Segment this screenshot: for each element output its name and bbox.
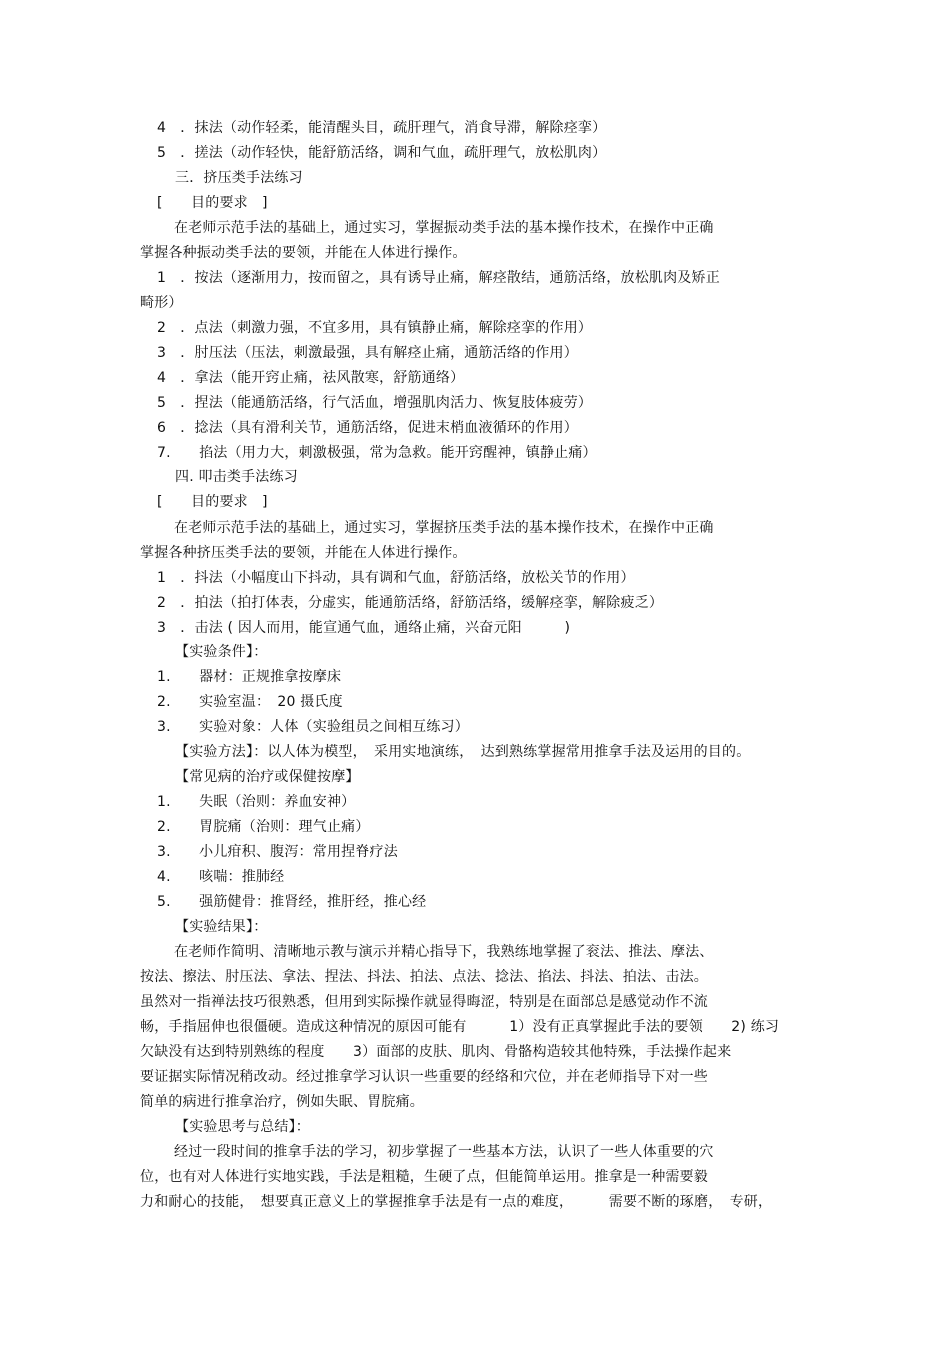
method-line: 【实验方法】：以人体为模型， 采用实地演练， 达到熟练掌握常用推拿手法及运用的目的。 — [175, 744, 751, 760]
reflection-line-1: 经过一段时间的推拿手法的学习，初步掌握了一些基本方法，认识了一些人体重要的穴 — [174, 1144, 714, 1160]
section4-heading: 四. 叩击类手法练习 — [175, 469, 298, 485]
section3-item1-line2: 畸形） — [140, 295, 183, 311]
section3-item-5: 5 ．搓法（动作轻快，能舒筋活络，调和气血，疏肝理气，放松肌肉） — [157, 145, 607, 161]
results-heading: 【实验结果】： — [175, 919, 268, 935]
section3-item-4b: 4 ．拿法（能开窍止痛，祛风散寒，舒筋通络） — [157, 370, 465, 386]
section4-item-3: 3 ．击法 ( 因人而用，能宣通气血，通络止痛，兴奋元阳 ) — [157, 620, 571, 636]
results-line-6: 要证据实际情况稍改动。经过推拿学习认识一些重要的经络和穴位，并在老师指导下对一些 — [140, 1069, 708, 1085]
results-line-7: 简单的病进行推拿治疗，例如失眠、胃脘痛。 — [140, 1094, 424, 1110]
common-item-5: 5. 强筋健骨：推肾经，推肝经，推心经 — [157, 894, 427, 910]
section3-item-7: 7. 掐法（用力大，刺激极强，常为急救。能开窍醒神，镇静止痛） — [157, 445, 597, 461]
section3-item-2: 2 ．点法（刺激力强，不宜多用，具有镇静止痛，解除痉挛的作用） — [157, 320, 593, 336]
results-line-3: 虽然对一指禅法技巧很熟悉，但用到实际操作就显得晦涩，特别是在面部总是感觉动作不流 — [140, 994, 708, 1010]
common-item-3: 3. 小儿疳积、腹泻：常用捏脊疗法 — [157, 844, 398, 860]
section3-item-6: 6 ．捻法（具有滑利关节，通筋活络，促进末梢血液循环的作用） — [157, 420, 578, 436]
section3-purpose-line2: 掌握各种振动类手法的要领，并能在人体进行操作。 — [140, 245, 467, 261]
conditions-item-1: 1. 器材：正规推拿按摩床 — [157, 669, 342, 685]
section4-item-2: 2 ．拍法（拍打体表，分虚实，能通筋活络，舒筋活络，缓解痉挛，解除疲乏） — [157, 595, 664, 611]
section3-item-3: 3 ．肘压法（压法，刺激最强，具有解痉止痛，通筋活络的作用） — [157, 345, 578, 361]
section3-item-5b: 5 ．捏法（能通筋活络，行气活血，增强肌肉活力、恢复肢体疲劳） — [157, 395, 593, 411]
results-line-5: 欠缺没有达到特别熟练的程度 3）面部的皮肤、肌肉、骨骼构造较其他特殊，手法操作起来 — [140, 1044, 732, 1060]
conditions-item-2: 2. 实验室温： 20 摄氏度 — [157, 694, 343, 710]
results-line-1: 在老师作简明、清晰地示教与演示并精心指导下，我熟练地掌握了衮法、推法、摩法、 — [174, 944, 714, 960]
common-item-2: 2. 胃脘痛（治则：理气止痛） — [157, 819, 370, 835]
reflection-heading: 【实验思考与总结】： — [175, 1119, 310, 1135]
reflection-line-2: 位，也有对人体进行实地实践，手法是粗糙，生硬了点，但能简单运用。推拿是一种需要毅 — [140, 1169, 708, 1185]
reflection-line-3: 力和耐心的技能， 想要真正意义上的掌握推拿手法是有一点的难度， 需要不断的琢磨， 专研， — [140, 1194, 773, 1210]
conditions-heading: 【实验条件】： — [175, 644, 268, 660]
common-item-1: 1. 失眠（治则：养血安神） — [157, 794, 356, 810]
common-item-4: 4. 咳喘：推肺经 — [157, 869, 285, 885]
common-heading: 【常见病的治疗或保健按摩】 — [175, 769, 360, 785]
section4-item-1: 1 ．抖法（小幅度山下抖动，具有调和气血，舒筋活络，放松关节的作用） — [157, 570, 635, 586]
conditions-item-3: 3. 实验对象：人体（实验组员之间相互练习） — [157, 719, 469, 735]
section3-purpose-line1: 在老师示范手法的基础上，通过实习，掌握振动类手法的基本操作技术，在操作中正确 — [174, 220, 714, 236]
section4-purpose-line2: 掌握各种挤压类手法的要领，并能在人体进行操作。 — [140, 545, 467, 561]
section4-purpose-line1: 在老师示范手法的基础上，通过实习，掌握挤压类手法的基本操作技术，在操作中正确 — [174, 520, 714, 536]
section3-item-4: 4 ．抹法（动作轻柔，能清醒头目，疏肝理气，消食导滞，解除痉挛） — [157, 120, 607, 136]
results-line-2: 按法、擦法、肘压法、拿法、捏法、抖法、拍法、点法、捻法、掐法、抖法、拍法、击法。 — [140, 969, 708, 985]
section3-item1-line1: 1 ．按法（逐渐用力，按而留之，具有诱导止痛，解痉散结，通筋活络，放松肌肉及矫正 — [157, 270, 720, 286]
section4-purpose-label: [ 目的要求 ] — [157, 494, 268, 510]
section3-heading: 三．挤压类手法练习 — [175, 170, 303, 186]
section3-purpose-label: [ 目的要求 ] — [157, 195, 268, 211]
results-line-4: 畅，手指屈伸也很僵硬。造成这种情况的原因可能有 1）没有正真掌握此手法的要领 2) 练习 — [140, 1019, 780, 1035]
